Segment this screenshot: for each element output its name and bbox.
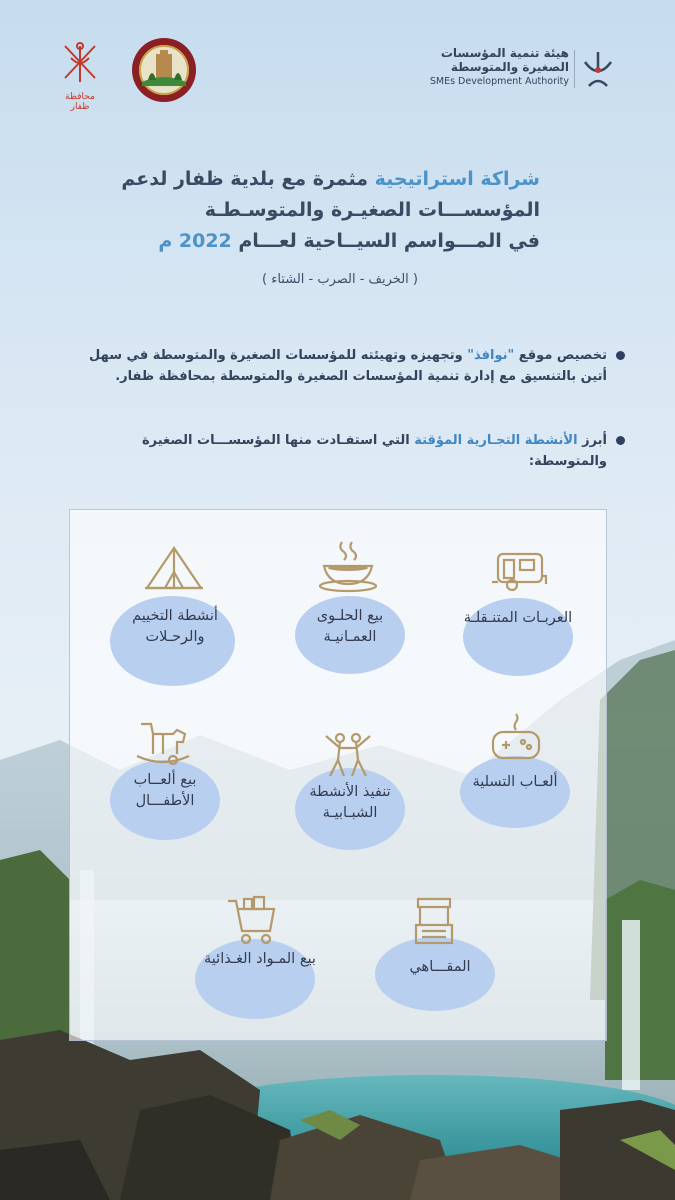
dhofar-municipality-seal-icon bbox=[130, 36, 198, 104]
activity-cafes bbox=[370, 895, 510, 1035]
smes-authority-logo bbox=[425, 46, 625, 96]
people-celebrating-icon bbox=[320, 728, 376, 780]
tent-icon bbox=[143, 544, 205, 594]
activity-label: بيع المـواد الغـذائية bbox=[204, 951, 316, 967]
authority-name-ar-line1: هيئة تنمية المؤسسات bbox=[440, 46, 569, 60]
activity-food bbox=[190, 895, 330, 1035]
municipality-logo bbox=[130, 36, 198, 108]
ministry-emblem bbox=[55, 38, 105, 112]
logo-divider bbox=[574, 50, 575, 88]
halwa-bowl-icon bbox=[316, 538, 380, 594]
title-highlight: شراكة استراتيجية bbox=[374, 168, 540, 190]
rocking-horse-icon bbox=[133, 720, 193, 770]
title-line-3 bbox=[90, 226, 540, 257]
page-title bbox=[90, 164, 540, 257]
bullet-dot bbox=[616, 436, 625, 445]
bullet-2-part1: أبرز bbox=[577, 433, 607, 448]
bullet-2-highlight: الأنشطة التجـارية المؤقتة bbox=[414, 433, 578, 448]
activity-label: أنشطة التخييم والرحـلات bbox=[132, 608, 218, 645]
authority-name-en: SMEs Development Authority bbox=[429, 76, 569, 87]
title-line3-text: في المـــواسم السيــاحية لعـــام bbox=[231, 230, 540, 252]
activity-label: بيع ألعــاب الأطفـــال bbox=[133, 772, 197, 809]
shopping-cart-icon bbox=[226, 895, 278, 951]
title-line1-rest: مثمرة مع بلدية ظفار لدعم bbox=[121, 168, 375, 190]
cafe-kiosk-icon bbox=[412, 895, 456, 949]
activity-label: المقـــاهي bbox=[409, 959, 471, 975]
title-year-suffix: م bbox=[158, 230, 179, 252]
oman-khanjar-emblem-icon bbox=[55, 38, 105, 88]
activity-toys bbox=[105, 720, 245, 860]
bullet-1-part2: وتجهيزه وتهيئته للمؤسسات الصغيرة والمتوسطة في سهل أتين بالتنسيق مع إدارة تنمية المؤسسات الصغيرة والمتوسطة بمحافظة ظفار. bbox=[89, 348, 607, 384]
activities-panel bbox=[69, 509, 607, 1041]
activity-omani-halwa bbox=[280, 538, 420, 678]
caravan-icon bbox=[490, 548, 548, 594]
activity-gaming bbox=[445, 710, 585, 850]
title-line-1 bbox=[90, 164, 540, 195]
bullet-1 bbox=[67, 345, 607, 387]
activity-label: العربـات المتنـقلـة bbox=[463, 610, 573, 626]
activity-label: تنفيذ الأنشطة الشبـابيـة bbox=[309, 784, 391, 821]
ministry-caption: محافظة ظفار bbox=[65, 92, 95, 112]
seasons-subtitle: ( الخريف - الصرب - الشتاء ) bbox=[262, 272, 418, 287]
activity-label: بيع الحلـوى العمـانيـة bbox=[316, 608, 384, 645]
activity-camping bbox=[105, 544, 245, 684]
gamepad-icon bbox=[489, 710, 543, 766]
bullet-2-part2: التي استفـادت منها المؤسســـات الصغيرة والمتوسطة: bbox=[141, 433, 607, 469]
bullet-2 bbox=[67, 430, 607, 472]
bullet-dot bbox=[616, 351, 625, 360]
activity-youth bbox=[280, 728, 420, 868]
bullet-1-highlight: "نوافذ" bbox=[467, 348, 515, 363]
smes-authority-emblem-icon bbox=[579, 48, 617, 90]
activity-label: ألعـاب التسلية bbox=[472, 774, 558, 790]
title-year: 2022 bbox=[178, 230, 232, 252]
authority-name-ar-line2: الصغيرة والمتوسطة bbox=[450, 60, 569, 74]
title-line-2: المؤسســـات الصغيـرة والمتوسـطـة bbox=[204, 199, 540, 221]
activity-mobile-carts bbox=[448, 548, 588, 688]
bullet-1-part1: تخصيص موقع bbox=[514, 348, 607, 363]
